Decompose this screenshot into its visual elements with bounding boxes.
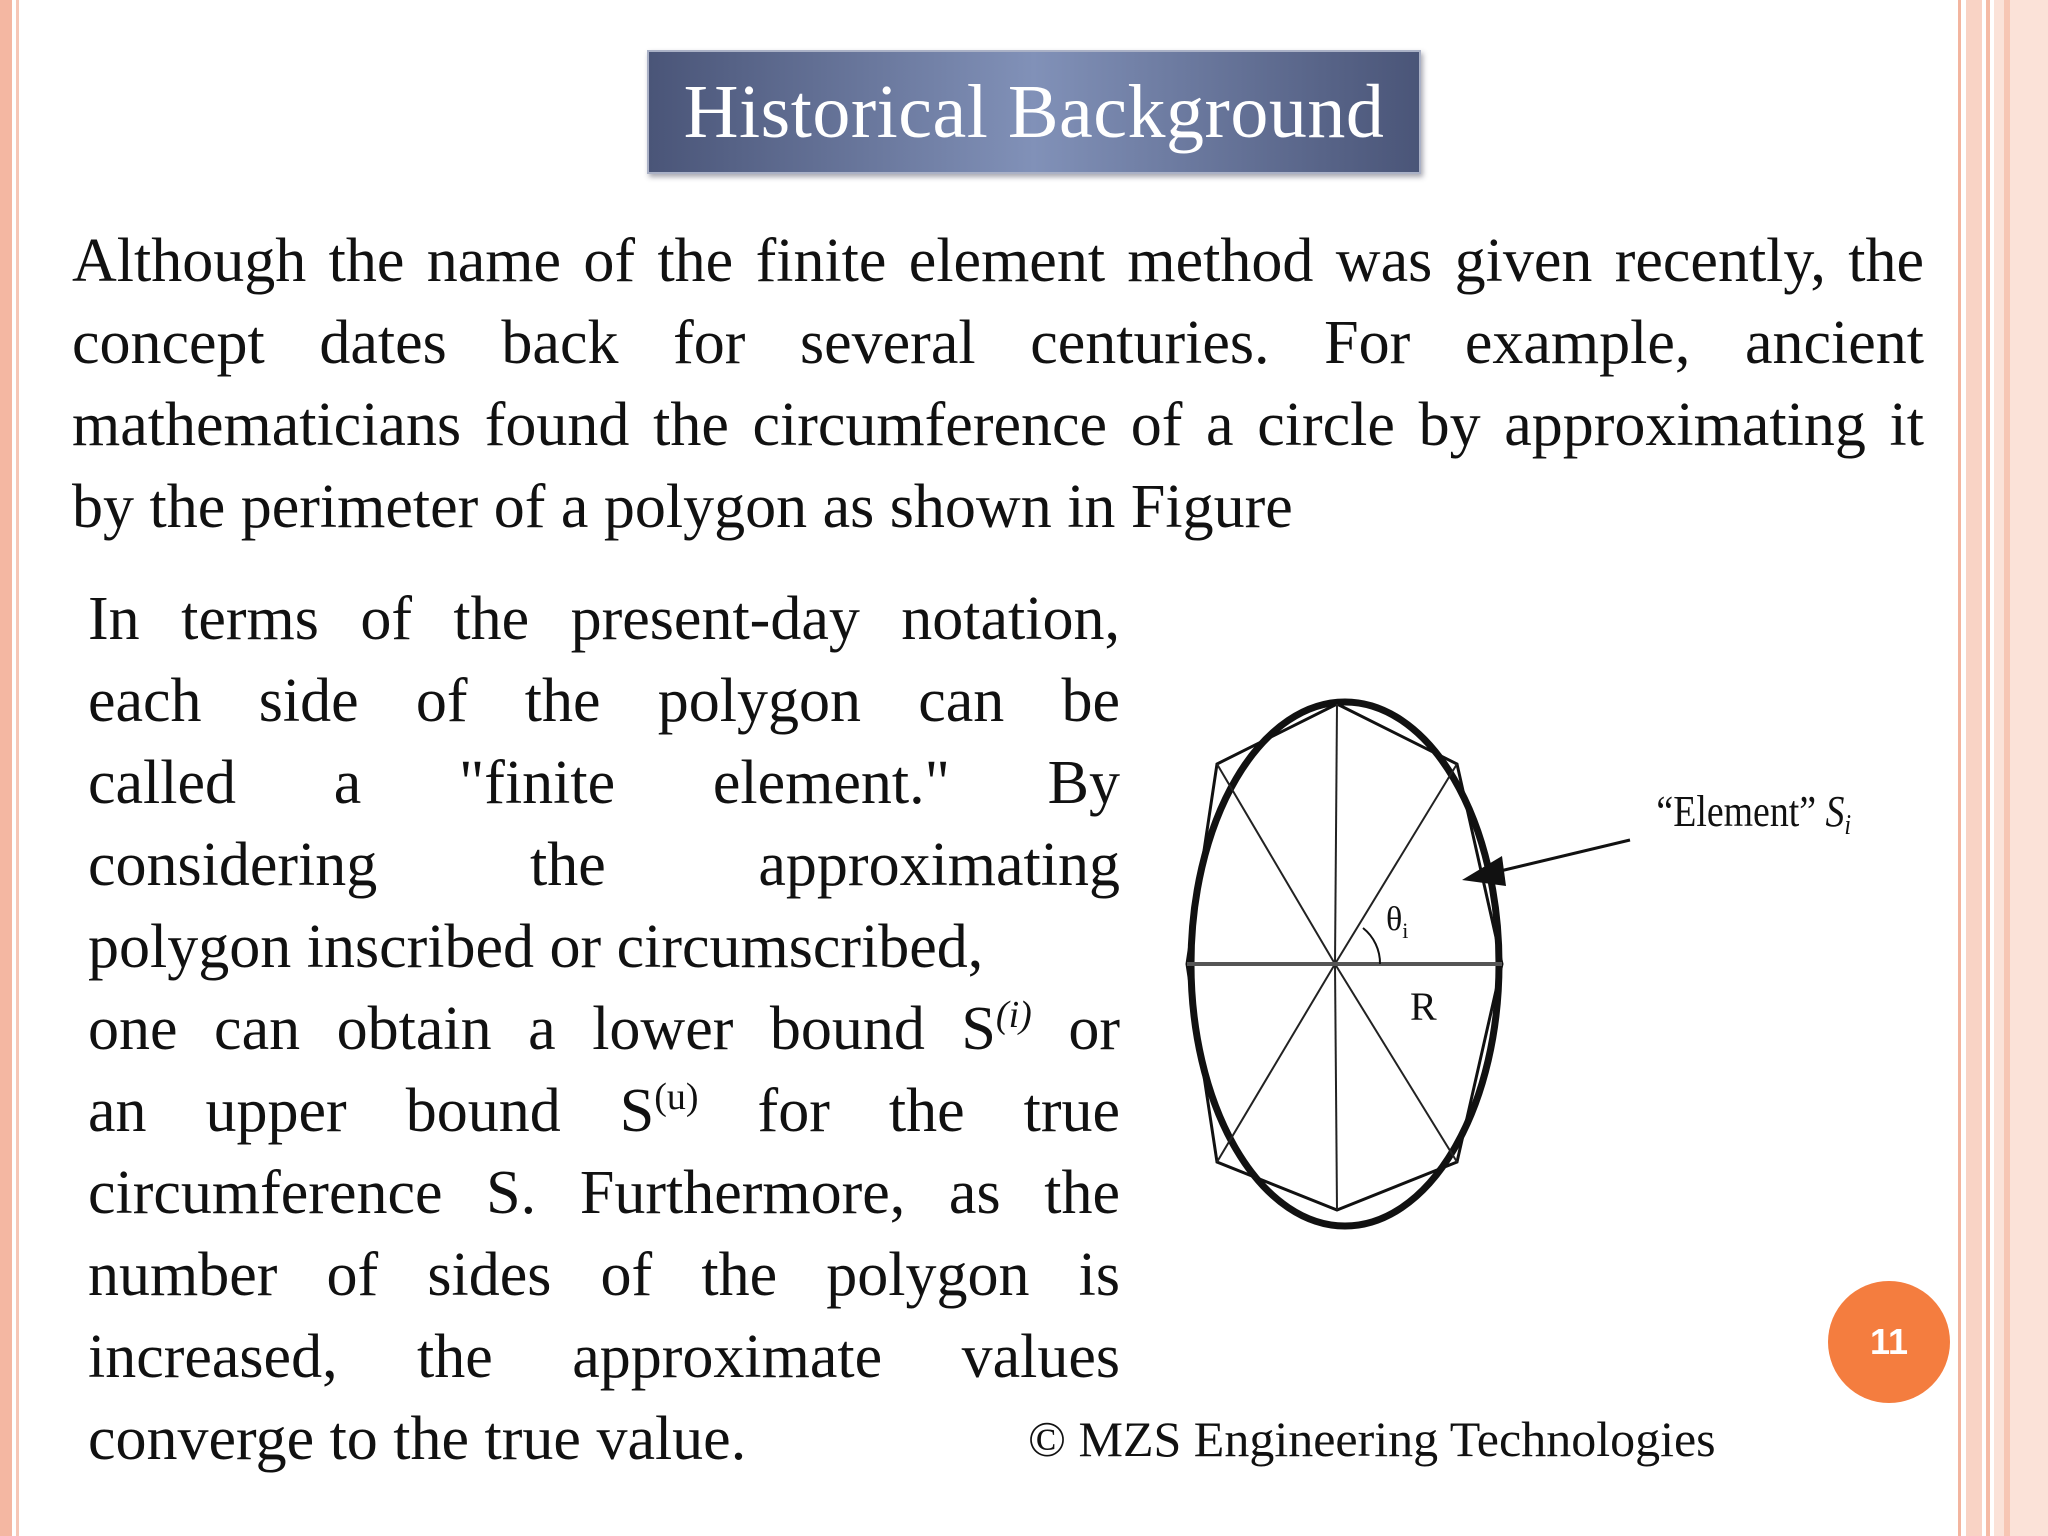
body-line: considering the approximating [88,831,1120,899]
body-line: each side of the polygon can be [88,667,1120,735]
intro-paragraph: Although the name of the finite element method was given recently, the concept dates back for several centuries. For example, ancient mathematicians found the circumference of a circle by approximating it by the perimeter of a polygon as shown in Figure [72,227,1924,541]
page-number-badge: 11 [1828,1281,1950,1403]
body-paragraph [88,578,1120,1480]
left-border-line [16,0,19,1536]
radial-lines [1217,704,1457,1210]
body-line: In terms of the present-day notation, [88,585,1120,653]
upper-bound-superscript: (u) [654,1076,699,1118]
right-border-line-2 [1986,0,1990,1536]
right-border-stripe [1966,0,1982,1536]
body-line: converge to the true value. [88,1405,747,1473]
body-line: circumference S. Furthermore, as the [88,1159,1120,1227]
upper-bound-line [88,1070,1120,1152]
angle-arc [1363,928,1380,964]
slide-title-box [647,50,1421,174]
element-arrow [1496,840,1630,872]
body-line: increased, the approximate values [88,1323,1120,1391]
radius-label: R [1410,984,1437,1029]
body-line: polygon inscribed or circumscribed, [88,913,984,981]
lower-bound-line [88,988,1120,1070]
body-line: called a "finite element." By [88,749,1120,817]
lower-bound-superscript: (i) [995,994,1032,1036]
angle-label: $\theta_i$ [1386,901,1409,943]
right-border-line [1958,0,1961,1536]
slide-title: Historical Background [683,69,1385,154]
body-line: number of sides of the polygon is [88,1241,1120,1309]
right-border-band [1994,0,2048,1536]
upper-bound-suffix: for the true [698,1077,1120,1145]
copyright-notice: © MZS Engineering Technologies [1028,1411,1716,1467]
upper-bound-text: an upper bound S [88,1077,655,1145]
polygon-circle-figure [1180,660,1900,1240]
right-border-line-3 [2004,0,2010,1536]
lower-bound-text: one can obtain a lower bound S [88,995,996,1063]
left-border-stripe [0,0,12,1536]
element-label: “Element” Si [1656,786,1852,841]
lower-bound-suffix: or [1031,995,1120,1063]
